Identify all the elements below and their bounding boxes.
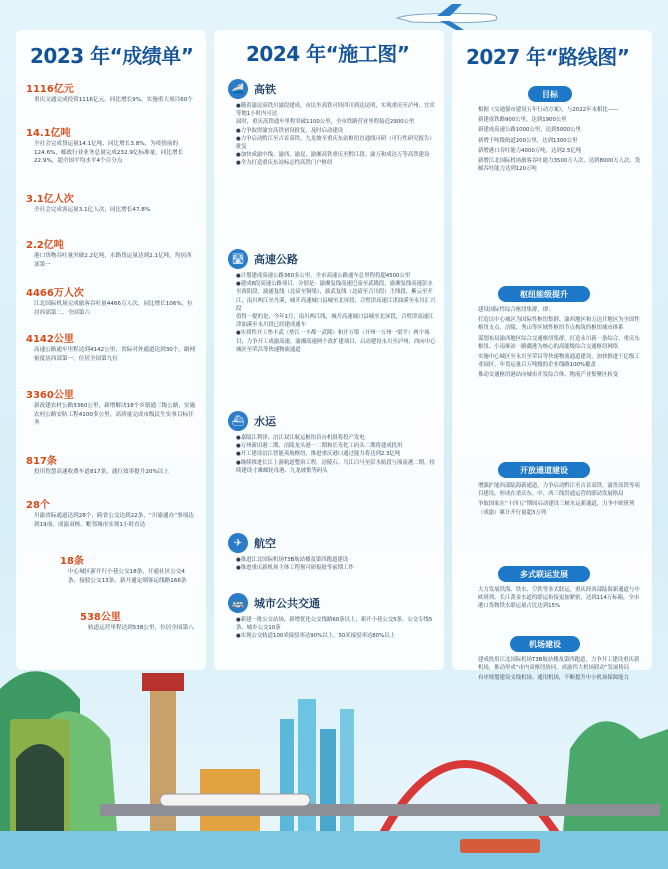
block-line: 打造以中心城区为国际性枢纽集群、渝西地区和万达开地区为全国性枢纽支点，涪陵、秀山等区域性枢纽节点构筑的枢纽城市体系	[478, 317, 640, 332]
channel-text	[478, 482, 643, 519]
section-line: 届时，重庆高铁通车里程突破1100公里，全市铁路营业里程接近2900公里	[236, 119, 415, 126]
pill-hub: 枢纽能级提升	[498, 286, 590, 302]
title-2027: 2027 年“路线图”	[466, 45, 630, 69]
stat-item: 4466万人次 江北国际机场完成旅客吞吐量4466万人次，同比增长106%，位居西部第二、全国第六	[26, 288, 193, 316]
pill-multimodal: 多式联运发展	[498, 566, 590, 582]
pill-open-channel: 开放通道建设	[498, 462, 590, 478]
title-2024: 2024 年“施工图”	[246, 42, 410, 66]
airplane-icon	[392, 2, 502, 32]
block-line: 新增千吨级航道200公里，达到1300公里	[478, 137, 578, 144]
stat-item: 4142公里 高速公路通车里程达到4142公里，省际对外通道达到30个，路网密度居西部第一，位居全国第九位	[26, 334, 196, 362]
stat-item: 18条 中心城区新开行小巷公交18条，开通社区公交4条，接驳公交13条，新开通定制客运线路166条	[60, 556, 187, 584]
stat-item: 538公里 轨道运营里程达到538公里，位居全国第八	[80, 612, 194, 631]
stat-item: 14.1亿吨 全社会完成货运量14.1亿吨、同比增长3.8%，为疫情前的124.6%，邮政行业业务总量完成232.9亿标准量，同比增长22.9%，超全国平均水平4个百分点	[26, 128, 184, 164]
plane-icon: ✈	[228, 533, 248, 553]
section-line: ●继续推进长江上游航道整治工程，涪陵石、乌江白马至彭水航段与潼南港二期，持续建设寸滩邮轮母港、九龙坡集等码头	[236, 459, 435, 474]
block-line: 实施中心城区至永川至荣昌等快速物流通道建设，加快推进干亿级工业园区，年货运量百万吨级的企业线路100%覆盖	[478, 354, 640, 369]
section-public-transit: 🚌 城市公共交通 ●新建一批公交站场，新增优化公交线路60条以上，新开小巷公交5条、公交专线5条、城乡公交10条 ●实现公交轨道100米接驳率达90%以上，50米接驳率达80%以上	[228, 592, 438, 641]
section-line: ●推进重庆新机场主体工程预可研报批等前期工作	[236, 565, 354, 572]
highway-icon: 🛣	[228, 249, 248, 269]
block-line: 争取国家在“十四五”期间启动建设三峡水运新通道，力争中欧班列（成渝）累计开行量超3万列	[478, 501, 635, 516]
stat-item: 817条 投用智慧高速收费车道817条，通行效率提升20%以上	[26, 456, 169, 475]
section-high-speed-rail: 🚄 高铁 ●随着渝昆高铁川渝段建成，市民坐高铁可经四川到达昆明，实现重庆至泸州、宜宾等地1小时内可达 届时，重庆高铁通车里程突破1100公里，全市铁路营业里程接近2900公里 ●力争取得渝宜高铁初设批复，及时启动建设 ●力争启动黔江至吉首高铁、九龙坡至重庆东站枢纽直通线可研（可行性研究报告）批复 ●加快成渝中线、渝西、渝昆、渝湘高铁重庆至黔江段、渝万和成达万等高铁建设 ●全力打造重庆东站标志性高铁门户枢纽	[228, 78, 438, 168]
section-line: ●实现公交轨道100米接驳率达90%以上，50米接驳率达80%以上	[236, 633, 396, 640]
section-line: ●万州新田港二期、涪陵龙头港一二期和长寿化工码头二期将建成投用	[236, 443, 403, 450]
stat-item: 28个 川渝省际通道达到28个，跨省公交达到22条，“川渝通办”事项达到19项，成渝双核、毗邻城市实现1小时直达	[26, 500, 194, 528]
block-line: 新增江北国际机场旅客吞吐能力3500万人次，达到8000万人次，货邮吞吐能力达到120万吨	[478, 158, 641, 173]
title-2023: 2023 年“成绩单”	[30, 44, 194, 68]
bus-icon: 🚌	[228, 593, 248, 613]
pill-airport: 机场建设	[510, 636, 580, 652]
section-body	[228, 614, 438, 641]
block-line: 新建成高速公路1000公里，达到5000公里	[478, 127, 581, 134]
block-line: 建成投用江北国际机场T3B航站楼及第四跑道，力争开工建设重庆新机场，推动形成“市内双枢纽协同、成渝四大机场联动”发展格局	[478, 657, 640, 672]
block-line: 推动交通枢纽港站向城市开发综合体、物流产业集聚区转变	[478, 372, 619, 379]
block-line: 大力发展铁海、铁水、空铁等多式联运，重庆经西部陆海新通道与中欧班列、长江黄金水道的联运衔接更加紧密，达到114万标箱，全市港口货物铁水联运量占比达到15%	[478, 587, 640, 610]
multimodal-text	[478, 586, 643, 613]
section-line: ●新建一批公交站场，新增优化公交线路60条以上，新开小巷公交5条、公交专线5条、城乡公交10条	[236, 617, 433, 632]
section-body	[228, 554, 438, 572]
section-line: ●建成8段高速公路项目，分别是：渝湘复线高速巴南至武隆段，渝湘复线高速彭水至酉阳段，渝遂复线（北碚至铜梁），渝武复线（北碚至合川段）主线段，紫云至开江，南川两江至丹溪，城开高速城口县城至北屏段，合壁津高速江津油溪至永川汇兴段	[236, 281, 436, 312]
stat-item: 3360公里 新改建农村公路3360公里，新增解决18个乡镇通三级公路，实施农村公路安防工程4100多公里，高质量完成市级民生实事目标任务	[26, 390, 196, 426]
train-icon: 🚄	[228, 79, 248, 99]
block-line: 有序规划建设支线机场、通用机场，不断提升中小机场保障能力	[478, 675, 629, 682]
section-body	[228, 100, 438, 168]
section-line: ●推进江北国际机场T3B航站楼及第四跑道建设	[236, 557, 349, 563]
section-body	[228, 432, 438, 475]
section-line: ●随着渝昆高铁川渝段建成，市民坐高铁可经四川到达昆明，实现重庆至泸州、宜宾等地1小时内可达	[236, 103, 435, 118]
block-line: 新建成铁路900公里，达到1900公里	[478, 117, 567, 124]
section-expressway: 🛣 高速公路 ●计划建成高速公路360多公里，全市高速公路通车总里程将超4500公里 ●建成8段高速公路项目，分别是：渝湘复线高速巴南至武隆段，渝湘复线高速彭水至酉阳段，渝遂复线（北碚至铜梁），渝武复线（北碚至合川段）主线段，紫云至开江，南川两江至丹溪，城开高速城口县城至北屏段，合壁津高速江津油溪至永川汇兴段 值得一提的是，今年1月，南川两江线，城开高速城口县城至北屏段，合壁津高速江津油溪至永川段已经建成通车 ●实质性开工垫丰武（垫江一丰都一武隆）和开万梁（开州一万州一梁平）两个项目；力争开工成渝高速、渝湘高速两个改扩建项目，启动建设永川至泸州、西向中心城区至荣昌等快速物流通道	[228, 248, 438, 354]
block-line: 谋划布局渝西地区综合交通枢纽集群，打造永川新一条综合、重庆东枢纽、小南垭站一路疆港为核心的高能级综合交通枢纽网络	[478, 335, 640, 350]
section-line: ●实质性开工垫丰武（垫江一丰都一武隆）和开万梁（开州一万州一梁平）两个项目；力争开工成渝高速、渝湘高速两个改扩建项目，启动建设永川至泸州、西向中心城区至荣昌等快速物流通道	[236, 330, 436, 353]
block-line: 根据《交通强市建设五年行动方案》，与2022年末相比——	[478, 107, 619, 113]
section-line: ●加快成渝中线、渝西、渝昆、渝湘高铁重庆至黔江段、渝万和成达万等高铁建设	[236, 152, 430, 159]
stat-item: 2.2亿吨 港口货物吞吐量突破2.2亿吨，水路货运量达到2.1亿吨，均居西部第一	[26, 240, 192, 268]
section-line: ●全力打造重庆东站标志性高铁门户枢纽	[236, 160, 333, 167]
ship-icon: ⛴	[228, 411, 248, 431]
section-line: ●力争启动黔江至吉首高铁、九龙坡至重庆东站枢纽直通线可研（可行性研究报告）批复	[236, 135, 435, 151]
stat-item: 3.1亿人次 全社会完成客运量3.1亿人次，同比增长47.8%	[26, 194, 151, 213]
section-line: ●嘉陵江利泽、涪江双江航运枢纽首台机组将投产发电	[236, 435, 365, 441]
goal-text	[478, 106, 643, 175]
section-line: ●力争取得渝宜高铁初设批复，及时启动建设	[236, 127, 344, 134]
stat-item: 1116亿元 重庆交通完成投资1116亿元，同比增长9%，实施重大项目60个	[26, 84, 193, 103]
section-line: ●开工建设涪江智能英航枢纽，推进重庆港口通过能力将达到2.3亿吨	[236, 451, 401, 458]
pill-goal: 目标	[528, 86, 572, 102]
hub-text	[478, 306, 643, 382]
section-aviation: ✈ 航空 ●推进江北国际机场T3B航站楼及第四跑道建设 ●推进重庆新机场主体工程预可研报批等前期工作	[228, 532, 438, 572]
block-line: 建设国际性综合枢纽集群，即：	[478, 307, 554, 313]
block-line: 增强扩能西部陆海新通道，力争启动黔江至吉首高铁、渝贵高铁等项目建设，形成在重庆东、中、西三线贯通运营的联动发展格局	[478, 483, 640, 498]
section-line: ●计划建成高速公路360多公里，全市高速公路通车总里程将超4500公里	[236, 273, 411, 279]
section-body	[228, 270, 438, 354]
section-waterway: ⛴ 水运 ●嘉陵江利泽、涪江双江航运枢纽首台机组将投产发电 ●万州新田港二期、涪陵龙头港一二期和长寿化工码头二期将建成投用 ●开工建设涪江智能英航枢纽，推进重庆港口通过能力将达到2.3亿吨 ●继续推进长江上游航道整治工程，涪陵石、乌江白马至彭水航段与潼南港二期，持续建设寸滩邮轮母港、九龙坡集等码头	[228, 410, 438, 475]
airport-text	[478, 656, 643, 685]
block-line: 新增港口吞吐能力4000万吨，达到2.5亿吨	[478, 147, 582, 154]
section-line: 值得一提的是，今年1月，南川两江线，城开高速城口县城至北屏段，合壁津高速江津油溪至永川段已经建成通车	[236, 314, 434, 329]
